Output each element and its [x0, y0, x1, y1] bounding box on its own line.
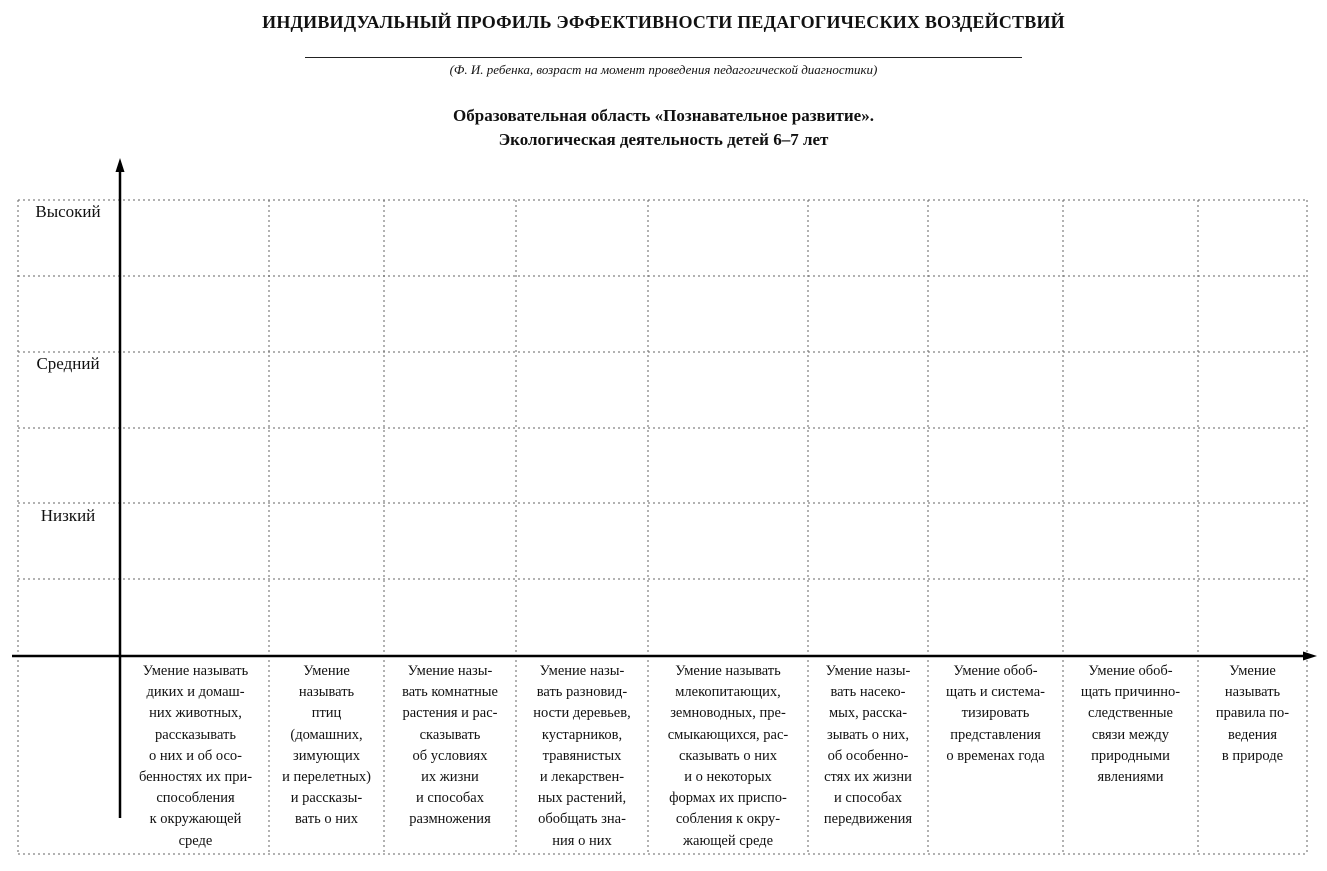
section-subtitle-line2: Экологическая деятельность детей 6–7 лет: [498, 130, 829, 149]
criterion-label: Умение называть диких и домаш- них животных, рассказывать о них и об осо- бенностях их при- способления к окружающей среде: [138, 663, 253, 849]
y-axis-arrow: [116, 158, 125, 172]
child-name-caption: (Ф. И. ребенка, возраст на момент проведения педагогической диагностики): [449, 62, 878, 77]
criterion-label: Умение называть правила по- ведения в природе: [1215, 663, 1290, 764]
document-title: ИНДИВИДУАЛЬНЫЙ ПРОФИЛЬ ЭФФЕКТИВНОСТИ ПЕДАГОГИЧЕСКИХ ВОЗДЕЙСТВИЙ: [262, 12, 1065, 32]
level-label-low: Низкий: [40, 506, 96, 525]
criterion-label: Умение называть птиц (домашних, зимующих и перелетных) и рассказы- вать о них: [282, 663, 371, 828]
section-subtitle-line1: Образовательная область «Познавательное развитие».: [453, 106, 874, 125]
criterion-label: Умение назы- вать насеко- мых, расска- зывать о них, об особенно- стях их жизни и способах передвижения: [823, 663, 913, 828]
level-label-high: Высокий: [35, 202, 101, 221]
level-label-medium: Средний: [36, 354, 100, 373]
criterion-label: Умение называть млекопитающих, земноводных, пре- смыкающихся, рас- сказывать о них и о некоторых формах их приспо- собления к окру- жающей среде: [667, 663, 789, 849]
criterion-label: Умение обоб- щать причинно- следственные связи между природными явлениями: [1080, 663, 1181, 786]
criterion-label: Умение обоб- щать и система- тизировать представления о временах года: [946, 663, 1045, 764]
x-axis-arrow: [1303, 652, 1317, 661]
criterion-label: Умение назы- вать разновид- ности деревьев, кустарников, травянистых и лекарствен- ных растений, обобщать зна- ния о них: [533, 663, 631, 849]
criterion-label: Умение назы- вать комнатные растения и рас- сказывать об условиях их жизни и способах размножения: [402, 663, 498, 828]
